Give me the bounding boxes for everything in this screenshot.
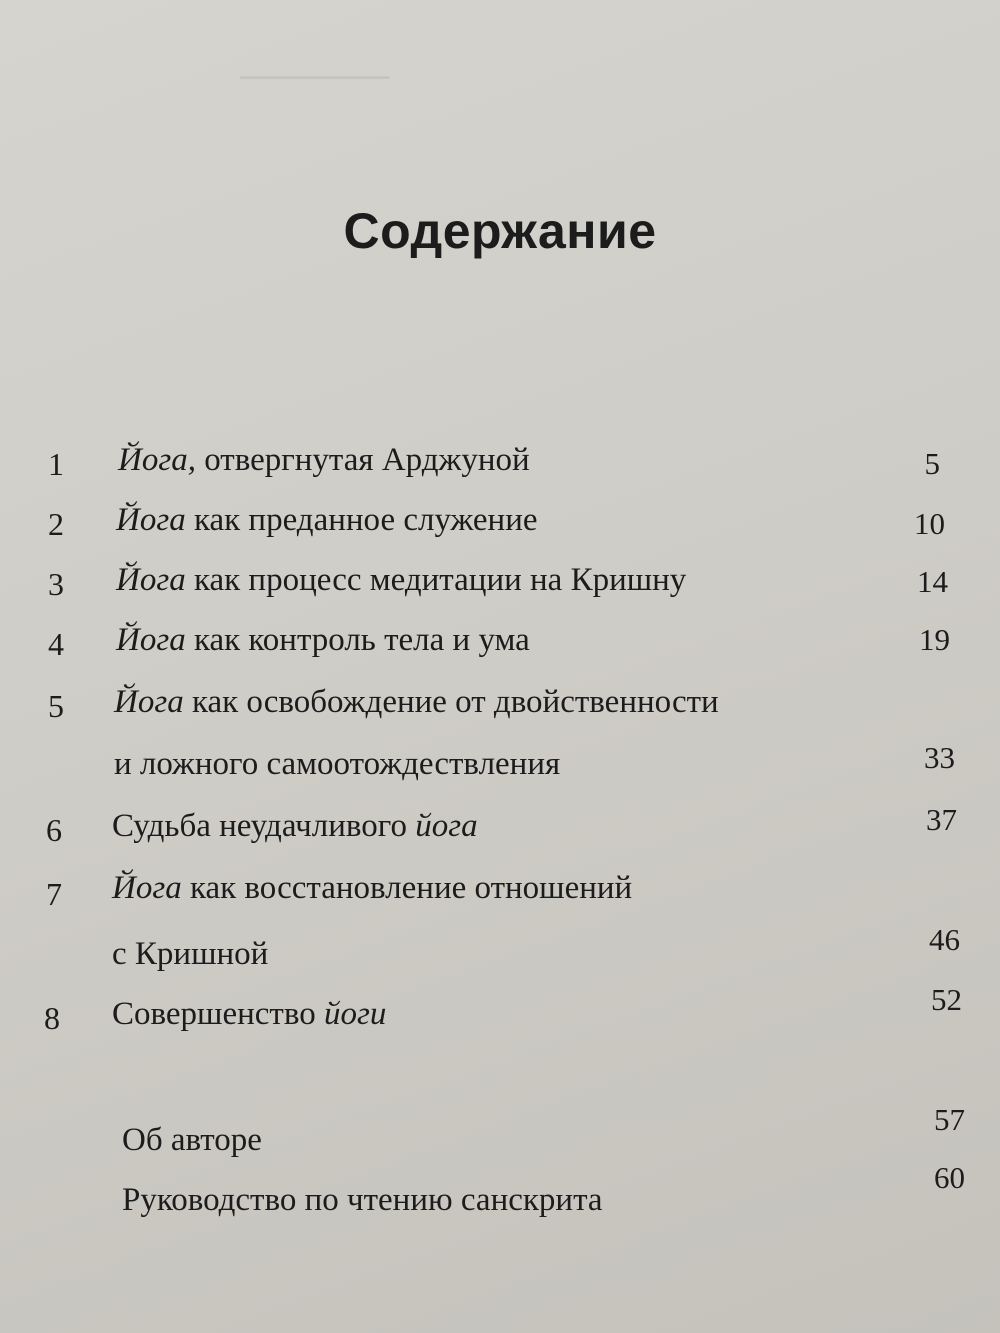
appendix-title: Руководство по чтению санскрита <box>122 1182 603 1218</box>
chapter-title-continuation: с Кришной <box>112 936 269 972</box>
chapter-number: 7 <box>46 876 62 912</box>
chapter-title <box>116 500 538 540</box>
chapter-page: 14 <box>917 564 948 599</box>
chapter-italic-word: Йога <box>116 502 186 538</box>
chapter-number: 2 <box>48 506 64 542</box>
chapter-title <box>112 994 386 1034</box>
show-through-text: ـــــــــــــــــ <box>240 53 390 86</box>
chapter-title <box>114 682 719 722</box>
chapter-title-text: как освобождение от двойственности <box>183 684 719 720</box>
chapter-italic-word: Йога <box>112 870 182 906</box>
appendix-page: 57 <box>934 1102 965 1137</box>
chapter-page: 46 <box>929 922 960 957</box>
page-title: Содержание <box>343 202 657 259</box>
chapter-title-text: Судьба неудачливого <box>112 808 416 844</box>
chapter-title-text: как процесс медитации на Кришну <box>185 562 687 598</box>
chapter-number: 3 <box>48 566 64 602</box>
chapter-italic-word: Йога <box>116 562 186 598</box>
chapter-title <box>112 806 478 846</box>
chapter-page: 33 <box>924 740 955 775</box>
chapter-page: 10 <box>914 506 945 541</box>
appendix-page: 60 <box>934 1160 965 1195</box>
chapter-title-text: как восстановление отношений <box>181 870 633 906</box>
chapter-title-text: Совершенство <box>112 996 324 1032</box>
chapter-number: 8 <box>44 1000 60 1036</box>
chapter-number: 5 <box>48 688 64 724</box>
chapter-number: 4 <box>48 626 64 662</box>
chapter-page: 5 <box>924 446 940 481</box>
chapter-page: 52 <box>931 982 962 1017</box>
chapter-italic-word: Йога, <box>118 442 196 478</box>
chapter-italic-word: йога <box>415 808 478 844</box>
chapter-italic-word: йоги <box>323 996 387 1032</box>
chapter-title <box>116 620 530 660</box>
chapter-title <box>112 868 632 908</box>
chapter-italic-word: Йога <box>114 684 184 720</box>
appendix-title: Об авторе <box>122 1122 262 1158</box>
chapter-title-continuation: и ложного самоотождествления <box>114 746 561 782</box>
chapter-number: 6 <box>46 812 62 848</box>
chapter-title <box>118 440 530 480</box>
chapter-title-text: отвергнутая Арджуной <box>195 442 530 478</box>
chapter-italic-word: Йога <box>116 622 186 658</box>
chapter-page: 19 <box>919 622 950 657</box>
chapter-title-text: как преданное служение <box>185 502 538 538</box>
chapter-number: 1 <box>48 446 64 482</box>
chapter-page: 37 <box>926 802 957 837</box>
chapter-title <box>116 560 686 600</box>
chapter-title-text: как контроль тела и ума <box>185 622 530 658</box>
